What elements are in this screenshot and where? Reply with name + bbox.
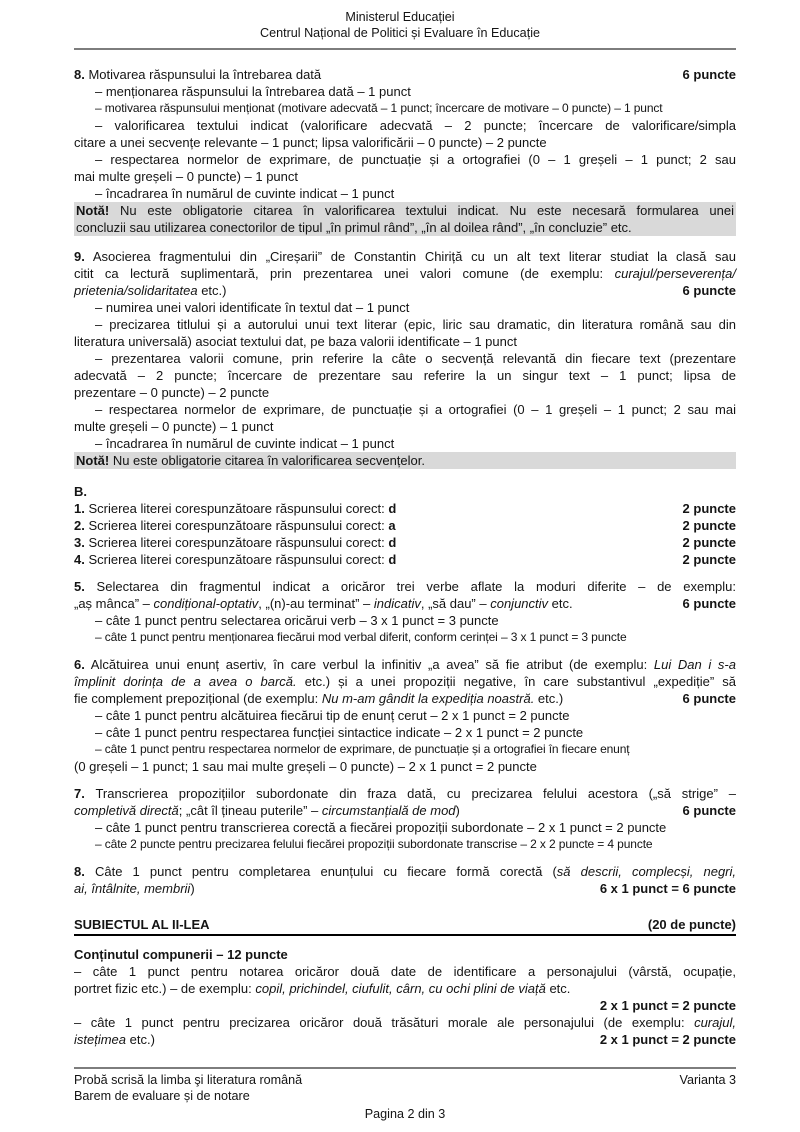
text-segment: Scrierea literei corespunzătoare răspunsului corect: bbox=[84, 535, 389, 550]
text-line bbox=[74, 151, 736, 168]
section-b-label bbox=[74, 483, 736, 500]
text-segment: 2 puncte bbox=[682, 552, 736, 567]
text-segment: curajul/perseverența/ bbox=[614, 266, 736, 281]
text-line bbox=[74, 836, 736, 853]
text-segment: Notă! bbox=[76, 203, 110, 218]
line-text bbox=[74, 657, 736, 672]
line-text bbox=[74, 916, 210, 933]
text-segment: 3. bbox=[74, 535, 85, 550]
line-text bbox=[74, 964, 736, 979]
text-segment: etc.) bbox=[534, 691, 564, 706]
text-segment: mai multe greșeli – 0 puncte) – 1 punct bbox=[74, 169, 299, 184]
text-line bbox=[74, 435, 736, 452]
line-text bbox=[95, 630, 627, 644]
line-text bbox=[74, 880, 195, 897]
line-text bbox=[74, 282, 226, 299]
line-text bbox=[74, 266, 736, 281]
text-segment: conjunctiv bbox=[490, 596, 549, 611]
text-segment: – câte 1 punct pentru selectarea oricărui verb – 3 x 1 punct = 3 puncte bbox=[95, 613, 499, 628]
text-line bbox=[74, 66, 736, 83]
line-text bbox=[76, 220, 632, 235]
note-block-2 bbox=[74, 452, 736, 469]
line-text bbox=[74, 135, 547, 150]
text-line bbox=[74, 83, 736, 100]
text-segment: Nu este obligatorie citarea în valorificarea textului indicat. Nu este necesară formularea unei bbox=[109, 203, 734, 218]
text-line bbox=[74, 551, 736, 568]
text-line bbox=[74, 802, 736, 819]
text-segment: 7. bbox=[74, 786, 85, 801]
text-segment: Scrierea literei corespunzătoare răspunsului corect: bbox=[84, 552, 389, 567]
composition-content-rubric bbox=[74, 946, 736, 1048]
footer-rule bbox=[74, 1067, 736, 1069]
text-segment: ; „cât îl țineau puterile” – bbox=[178, 803, 322, 818]
text-segment: – câte 1 punct pentru transcrierea corectă a fiecărei propoziții subordonate – 2 x 1 punct = 2 puncte bbox=[95, 820, 667, 835]
text-line bbox=[74, 963, 736, 980]
text-segment: etc. bbox=[545, 981, 571, 996]
text-segment: 1. bbox=[74, 501, 85, 516]
text-segment: Scrierea literei corespunzătoare răspunsului corect: bbox=[84, 518, 389, 533]
points-value bbox=[592, 880, 736, 897]
text-line bbox=[74, 350, 736, 367]
text-line bbox=[74, 134, 736, 151]
points-value bbox=[675, 500, 736, 517]
text-segment: Transcrierea propozițiilor subordonate din fraza dată, cu precizarea felului acestora („să strige” – bbox=[84, 786, 736, 801]
text-segment: a bbox=[388, 518, 396, 533]
text-segment: curajul, bbox=[694, 1015, 736, 1030]
line-text bbox=[95, 317, 736, 332]
text-line bbox=[74, 656, 736, 673]
points-value bbox=[592, 997, 736, 1014]
text-line bbox=[74, 483, 736, 500]
text-segment: 6 x 1 punct = 6 puncte bbox=[599, 881, 736, 896]
text-segment: etc. bbox=[548, 596, 573, 611]
text-line bbox=[74, 595, 736, 612]
text-line bbox=[74, 418, 736, 435]
text-segment: 8. bbox=[74, 864, 85, 879]
text-segment: 6. bbox=[74, 657, 85, 672]
text-segment: Selectarea din fragmentul indicat a oricăror trei verbe aflate la moduri diferite – de exemplu: bbox=[84, 579, 736, 594]
subject-2-heading bbox=[74, 916, 736, 936]
points-value bbox=[675, 282, 736, 299]
text-line bbox=[74, 880, 736, 897]
text-segment: B. bbox=[74, 484, 87, 499]
text-segment: Scrierea literei corespunzătoare răspunsului corect: bbox=[84, 501, 389, 516]
text-line bbox=[74, 401, 736, 418]
line-text bbox=[95, 613, 499, 628]
text-line bbox=[74, 916, 736, 933]
text-segment: , „să dau” – bbox=[420, 596, 491, 611]
line-text bbox=[95, 101, 662, 115]
text-segment: ) bbox=[455, 803, 460, 818]
line-text bbox=[74, 674, 736, 689]
text-segment: (20 de puncte) bbox=[647, 917, 736, 932]
text-segment: prezentare – 0 puncte) – 2 puncte bbox=[74, 385, 270, 400]
line-text bbox=[74, 66, 321, 83]
text-segment: – câte 1 punct pentru respectarea funcției sintactice indicate – 2 x 1 punct = 2 puncte bbox=[95, 725, 584, 740]
text-line bbox=[76, 202, 734, 219]
footer-barem: Barem de evaluare și de notare bbox=[74, 1089, 250, 1103]
line-text bbox=[95, 820, 666, 835]
text-segment: – câte 1 punct pentru notarea oricăror două date de identificare a personajului (vârstă, ocupație, bbox=[74, 964, 736, 979]
text-line bbox=[74, 758, 736, 775]
text-segment: indicativ bbox=[373, 596, 421, 611]
header-center: Centrul Național de Politici și Evaluare în Educație bbox=[259, 26, 540, 40]
text-line bbox=[74, 333, 736, 350]
text-segment: citare a unei secvențe relevante – 1 punct; lipsa valorificării – 0 puncte) – 2 puncte bbox=[74, 135, 547, 150]
line-text bbox=[74, 786, 736, 801]
text-segment: să descrii, complecși, negri, bbox=[556, 864, 736, 879]
text-segment: d bbox=[388, 501, 397, 516]
rubric-item-5 bbox=[74, 578, 736, 646]
text-line bbox=[74, 282, 736, 299]
text-segment: SUBIECTUL AL II-LEA bbox=[74, 917, 210, 932]
text-segment: – încadrarea în numărul de cuvinte indicat – 1 punct bbox=[95, 186, 395, 201]
rubric-item-8a bbox=[74, 66, 736, 202]
rubric-item-6 bbox=[74, 656, 736, 775]
text-segment: 5. bbox=[74, 579, 85, 594]
points-value bbox=[675, 595, 736, 612]
text-segment: istețimea bbox=[74, 1032, 127, 1047]
points-value bbox=[675, 517, 736, 534]
text-segment: – câte 1 punct pentru precizarea oricăror două trăsături morale ale personajului (de exemplu: bbox=[74, 1015, 695, 1030]
text-segment: etc.) și a unei propoziții negative, în care substantivul „expediție” să bbox=[296, 674, 737, 689]
line-text bbox=[74, 759, 537, 774]
line-text bbox=[74, 249, 736, 264]
text-line bbox=[74, 785, 736, 802]
text-line bbox=[74, 100, 736, 117]
points-value bbox=[675, 802, 736, 819]
text-segment: 6 puncte bbox=[682, 596, 736, 611]
text-line bbox=[74, 316, 736, 333]
answer-key-items bbox=[74, 500, 736, 568]
line-text bbox=[74, 517, 396, 534]
text-line bbox=[74, 707, 736, 724]
text-segment: – respectarea normelor de exprimare, de punctuație și a ortografiei (0 – 1 greșeli – 1 punct; 2 sau mai bbox=[95, 402, 736, 417]
text-line bbox=[74, 863, 736, 880]
text-segment: etc.) bbox=[126, 1032, 155, 1047]
points-value bbox=[675, 551, 736, 568]
text-line bbox=[74, 168, 736, 185]
points-value bbox=[592, 1031, 736, 1048]
text-segment: ) bbox=[190, 881, 195, 896]
text-segment: concluzii sau utilizarea conectorilor de tipul „în primul rând”, „în al doilea rând”, „în concluzie” etc. bbox=[76, 220, 632, 235]
text-segment: citit ca lectură suplimentară, prin prezentarea unei valori comune (de exemplu: bbox=[74, 266, 615, 281]
line-text bbox=[74, 484, 87, 499]
line-text bbox=[95, 300, 409, 315]
line-text bbox=[74, 690, 563, 707]
text-segment: literatura universală) asociat textului dat, pe baza valorii identificate – 1 punct bbox=[74, 334, 517, 349]
line-text bbox=[95, 742, 630, 756]
text-segment: portret fizic etc.) – de exemplu: bbox=[74, 981, 256, 996]
text-segment: multe greșeli – 0 puncte) – 1 punct bbox=[74, 419, 274, 434]
page-header bbox=[0, 0, 800, 41]
text-line bbox=[74, 741, 736, 758]
text-segment: 2 x 1 punct = 2 puncte bbox=[599, 998, 736, 1013]
text-line bbox=[74, 724, 736, 741]
line-text bbox=[95, 837, 652, 851]
line-text bbox=[74, 334, 517, 349]
text-line bbox=[74, 578, 736, 595]
note-block-1 bbox=[74, 202, 736, 236]
text-line bbox=[74, 500, 736, 517]
text-line bbox=[74, 690, 736, 707]
text-line bbox=[74, 629, 736, 646]
text-segment: 6 puncte bbox=[682, 691, 736, 706]
text-line bbox=[74, 265, 736, 282]
text-line bbox=[74, 1014, 736, 1031]
page-footer bbox=[74, 1067, 736, 1122]
text-segment: Alcătuirea unui enunț asertiv, în care verbul la infinitiv „a avea” să fie atribut (de exemplu: bbox=[84, 657, 654, 672]
line-text bbox=[95, 84, 411, 99]
line-text bbox=[74, 579, 736, 594]
line-text bbox=[74, 368, 736, 383]
line-text bbox=[74, 551, 396, 568]
text-line bbox=[74, 248, 736, 265]
text-segment: 9. bbox=[74, 249, 85, 264]
text-segment: – motivarea răspunsului menționat (motivare adecvată – 1 punct; încercare de motivare – 0 puncte) – 1 punct bbox=[95, 101, 663, 115]
text-segment: condițional-optativ bbox=[153, 596, 259, 611]
text-line bbox=[74, 517, 736, 534]
text-segment: – valorificarea textului indicat (valorificare adecvată – 2 puncte; încercare de valorificare/simpla bbox=[95, 118, 736, 133]
line-text bbox=[74, 947, 288, 962]
line-text bbox=[74, 595, 573, 612]
footer-exam-name: Probă scrisă la limba şi literatura română bbox=[74, 1073, 303, 1087]
points-value bbox=[675, 66, 736, 83]
text-segment: 2 puncte bbox=[682, 518, 736, 533]
text-segment: 2 x 1 punct = 2 puncte bbox=[599, 1032, 736, 1047]
line-text bbox=[74, 1031, 155, 1048]
line-text bbox=[74, 169, 298, 184]
line-text bbox=[74, 534, 396, 551]
text-segment: – câte 1 punct pentru alcătuirea fiecărui tip de enunț cerut – 2 x 1 punct = 2 puncte bbox=[95, 708, 570, 723]
text-segment: Nu este obligatorie citarea în valorificarea secvențelor. bbox=[109, 453, 425, 468]
text-segment: etc.) bbox=[197, 283, 227, 298]
line-text bbox=[95, 351, 736, 366]
footer-page-number: Pagina 2 din 3 bbox=[364, 1107, 446, 1121]
text-segment: 4. bbox=[74, 552, 85, 567]
document-content bbox=[0, 50, 800, 1048]
text-segment: „aș mânca” – bbox=[74, 596, 154, 611]
text-segment: adecvată – 2 puncte; încercare de prezentare sau referire la un singur text – 1 punct; lipsa de bbox=[74, 368, 736, 383]
points-value bbox=[675, 534, 736, 551]
line-text bbox=[95, 186, 394, 201]
text-segment: – precizarea titlului și a autorului unui text literar (epic, liric sau dramatic, din literatura română sau din bbox=[95, 317, 736, 332]
line-text bbox=[74, 385, 269, 400]
line-text bbox=[76, 203, 734, 218]
text-segment: 8. bbox=[74, 67, 85, 82]
text-segment: 6 puncte bbox=[682, 283, 736, 298]
text-line bbox=[74, 1031, 736, 1048]
text-line bbox=[74, 117, 736, 134]
rubric-item-8b bbox=[74, 863, 736, 897]
text-segment: prietenia/solidaritatea bbox=[74, 283, 198, 298]
line-text bbox=[74, 500, 396, 517]
text-segment: Notă! bbox=[76, 453, 110, 468]
text-segment: Nu m-am gândit la expediția noastră. bbox=[321, 691, 535, 706]
text-segment: – respectarea normelor de exprimare, de punctuație și a ortografiei (0 – 1 greșeli – 1 punct; 2 sau bbox=[95, 152, 736, 167]
text-segment: completivă directă bbox=[74, 803, 179, 818]
text-segment: 6 puncte bbox=[682, 803, 736, 818]
line-text bbox=[74, 981, 570, 996]
rubric-item-7 bbox=[74, 785, 736, 853]
line-text bbox=[76, 453, 425, 468]
text-segment: ai, întâlnite, membrii bbox=[74, 881, 191, 896]
text-line bbox=[74, 946, 736, 963]
text-segment: Asocierea fragmentului din „Cireșarii” de Constantin Chiriță cu un alt text literar studiat la clasă sau bbox=[84, 249, 736, 264]
text-line bbox=[74, 367, 736, 384]
line-text bbox=[74, 802, 460, 819]
text-segment: – câte 2 puncte pentru precizarea felului fiecărei propoziții subordonate transcrise – 2 x 2 puncte = 4 puncte bbox=[95, 837, 653, 851]
text-segment: fie complement prepozițional (de exemplu: bbox=[74, 691, 322, 706]
text-line bbox=[74, 185, 736, 202]
line-text bbox=[95, 436, 394, 451]
text-segment: copil, prichindel, ciufulit, cârn, cu ochi plini de viață bbox=[255, 981, 546, 996]
text-segment: , „(n)-au terminat” – bbox=[258, 596, 374, 611]
text-segment: d bbox=[388, 535, 397, 550]
line-text bbox=[95, 725, 583, 740]
text-segment: 6 puncte bbox=[682, 67, 736, 82]
text-line bbox=[74, 819, 736, 836]
text-segment: – prezentarea valorii comune, prin referire la câte o secvență relevantă din fiecare text (prezentare bbox=[95, 351, 736, 366]
line-text bbox=[95, 152, 736, 167]
text-line bbox=[74, 997, 736, 1014]
line-text bbox=[74, 419, 273, 434]
line-text bbox=[74, 1015, 736, 1030]
text-segment: 2. bbox=[74, 518, 85, 533]
line-text bbox=[74, 864, 736, 879]
text-segment: 2 puncte bbox=[682, 501, 736, 516]
text-segment: – încadrarea în numărul de cuvinte indicat – 1 punct bbox=[95, 436, 395, 451]
footer-variant: Varianta 3 bbox=[679, 1073, 736, 1087]
line-text bbox=[95, 708, 569, 723]
line-text bbox=[95, 118, 736, 133]
rubric-item-9 bbox=[74, 248, 736, 452]
text-segment: (0 greșeli – 1 punct; 1 sau mai multe greșeli – 0 puncte) – 2 x 1 punct = 2 puncte bbox=[74, 759, 537, 774]
text-segment: – câte 1 punct pentru menționarea fiecărui mod verbal diferit, conform cerinței – 3 x 1 punct = 3 puncte bbox=[95, 630, 627, 644]
text-line bbox=[74, 673, 736, 690]
text-segment: circumstanțială de mod bbox=[321, 803, 456, 818]
text-line bbox=[76, 219, 734, 236]
text-line bbox=[74, 612, 736, 629]
text-segment: împlinit dorința de a avea o barcă. bbox=[74, 674, 297, 689]
text-segment: Câte 1 punct pentru completarea enunțului cu fiecare formă corectă ( bbox=[84, 864, 557, 879]
text-line bbox=[74, 980, 736, 997]
text-line bbox=[76, 452, 734, 469]
text-segment: – câte 1 punct pentru respectarea normelor de exprimare, de punctuație și a ortografiei în fiecare enunț bbox=[95, 742, 630, 756]
text-segment: 2 puncte bbox=[682, 535, 736, 550]
points-value bbox=[675, 690, 736, 707]
header-ministry: Ministerul Educației bbox=[345, 10, 455, 24]
text-line bbox=[74, 534, 736, 551]
line-text bbox=[95, 402, 736, 417]
text-segment: Lui Dan i s-a bbox=[653, 657, 736, 672]
text-line bbox=[74, 299, 736, 316]
text-segment: Conținutul compunerii – 12 puncte bbox=[74, 947, 288, 962]
text-segment: – numirea unei valori identificate în textul dat – 1 punct bbox=[95, 300, 410, 315]
text-segment: d bbox=[388, 552, 397, 567]
text-line bbox=[74, 384, 736, 401]
text-segment: Motivarea răspunsului la întrebarea dată bbox=[84, 67, 322, 82]
text-segment: – menționarea răspunsului la întrebarea dată – 1 punct bbox=[95, 84, 411, 99]
points-value bbox=[640, 916, 736, 933]
